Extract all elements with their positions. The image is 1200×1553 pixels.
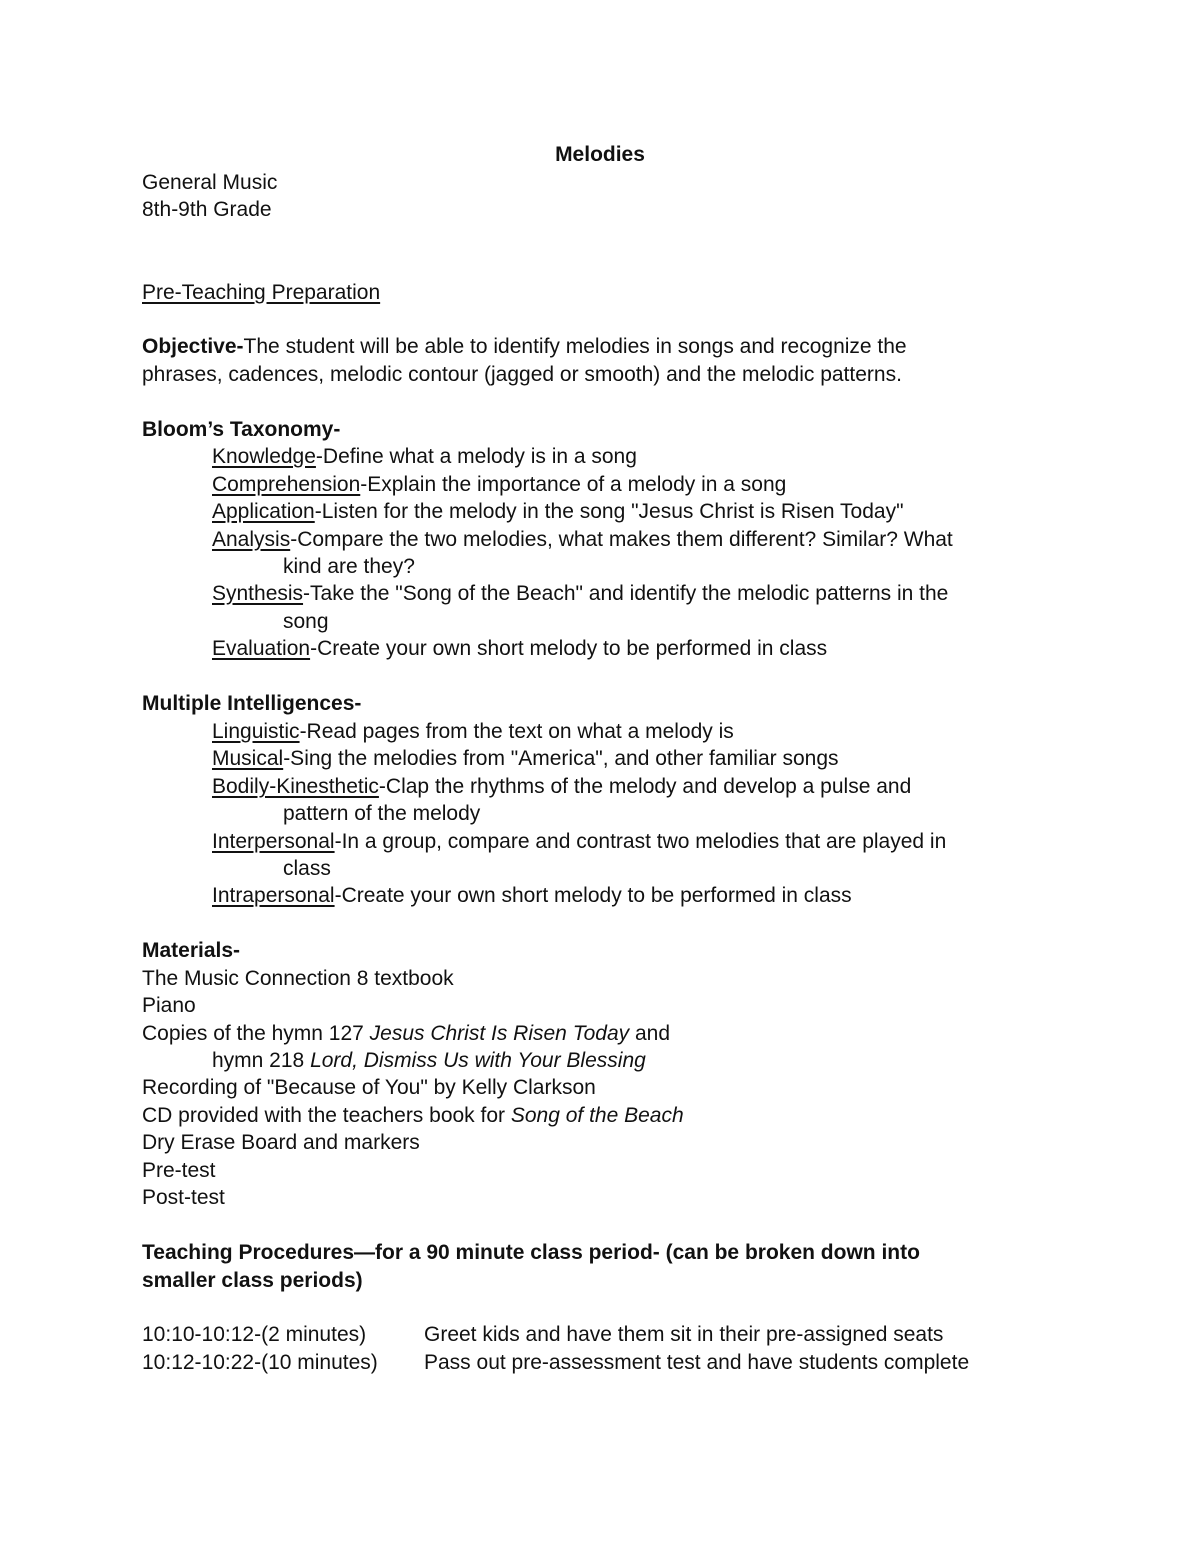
blooms-term: Application xyxy=(212,500,315,523)
material-text: hymn 218 xyxy=(212,1049,311,1072)
blooms-text: -Take the "Song of the Beach" and identify the melodic patterns in the xyxy=(303,582,949,605)
section-heading: Pre-Teaching Preparation xyxy=(142,281,381,304)
blooms-text: -Listen for the melody in the song "Jesus Christ is Risen Today" xyxy=(314,500,904,523)
intelligence-text: -Clap the rhythms of the melody and develop a pulse and xyxy=(378,775,912,798)
intelligence-text: -In a group, compare and contrast two melodies that are played in xyxy=(334,830,947,853)
objective-text-1: The student will be able to identify melodies in songs and recognize the xyxy=(243,335,907,358)
intelligence-term: Musical xyxy=(212,747,284,770)
blooms-item xyxy=(212,636,827,662)
procedures-heading: Teaching Procedures—for a 90 minute class period- (can be broken down into xyxy=(142,1241,920,1264)
intelligence-item xyxy=(212,746,839,772)
intelligence-text: -Create your own short melody to be performed in class xyxy=(334,884,852,907)
blooms-term: Evaluation xyxy=(212,637,311,660)
blooms-term: Analysis xyxy=(212,528,291,551)
schedule-time: 10:10-10:12-(2 minutes) xyxy=(142,1323,367,1346)
material-text: Copies of the hymn 127 xyxy=(142,1022,370,1045)
material-item: Post-test xyxy=(142,1186,225,1209)
material-item: Recording of "Because of You" by Kelly Clarkson xyxy=(142,1076,596,1099)
objective-line-2: phrases, cadences, melodic contour (jagged or smooth) and the melodic patterns. xyxy=(142,363,902,386)
blooms-item xyxy=(212,499,904,525)
material-item: Piano xyxy=(142,994,196,1017)
intelligence-term: Interpersonal xyxy=(212,830,335,853)
intelligence-term: Bodily-Kinesthetic xyxy=(212,775,379,798)
materials-heading: Materials- xyxy=(142,939,241,962)
blooms-item-continuation: song xyxy=(283,610,329,633)
intelligence-item-continuation: class xyxy=(283,857,331,880)
intelligence-item xyxy=(212,829,946,855)
procedures-heading-continuation: smaller class periods) xyxy=(142,1269,363,1292)
blooms-heading: Bloom’s Taxonomy- xyxy=(142,418,341,441)
material-item: Pre-test xyxy=(142,1159,216,1182)
schedule-activity: Pass out pre-assessment test and have students complete xyxy=(424,1351,970,1374)
blooms-item xyxy=(212,527,953,553)
intelligence-term: Linguistic xyxy=(212,720,300,743)
blooms-item xyxy=(212,444,637,470)
objective-label: Objective- xyxy=(142,335,244,358)
blooms-text: -Compare the two melodies, what makes them different? Similar? What xyxy=(290,528,953,551)
objective-line-1 xyxy=(142,334,907,360)
intelligence-item xyxy=(212,719,734,745)
blooms-item xyxy=(212,581,948,607)
blooms-term: Knowledge xyxy=(212,445,316,468)
intelligence-item xyxy=(212,883,852,909)
material-item: The Music Connection 8 textbook xyxy=(142,967,454,990)
blooms-text: -Explain the importance of a melody in a song xyxy=(360,473,787,496)
song-title: Song of the Beach xyxy=(510,1104,684,1127)
blooms-term: Comprehension xyxy=(212,473,361,496)
grade-line: 8th-9th Grade xyxy=(142,198,272,221)
material-text: CD provided with the teachers book for xyxy=(142,1104,511,1127)
intelligence-text: -Read pages from the text on what a melody is xyxy=(299,720,734,743)
intelligences-heading: Multiple Intelligences- xyxy=(142,692,362,715)
intelligence-item xyxy=(212,774,911,800)
intelligence-item-continuation: pattern of the melody xyxy=(283,802,481,825)
doc-title: Melodies xyxy=(555,143,645,166)
blooms-text: -Define what a melody is in a song xyxy=(315,445,637,468)
material-item: Dry Erase Board and markers xyxy=(142,1131,420,1154)
blooms-item xyxy=(212,472,786,498)
hymn-title: Jesus Christ Is Risen Today xyxy=(369,1022,630,1045)
blooms-term: Synthesis xyxy=(212,582,304,605)
hymn-title: Lord, Dismiss Us with Your Blessing xyxy=(310,1049,646,1072)
material-item xyxy=(142,1021,670,1047)
material-text: and xyxy=(629,1022,671,1045)
schedule-activity: Greet kids and have them sit in their pre-assigned seats xyxy=(424,1323,944,1346)
material-item-continuation xyxy=(212,1048,646,1074)
intelligence-text: -Sing the melodies from "America", and other familiar songs xyxy=(283,747,839,770)
blooms-text: -Create your own short melody to be performed in class xyxy=(310,637,828,660)
schedule-time: 10:12-10:22-(10 minutes) xyxy=(142,1351,378,1374)
intelligence-term: Intrapersonal xyxy=(212,884,335,907)
material-item xyxy=(142,1103,684,1129)
subject-line: General Music xyxy=(142,171,278,194)
blooms-item-continuation: kind are they? xyxy=(283,555,415,578)
